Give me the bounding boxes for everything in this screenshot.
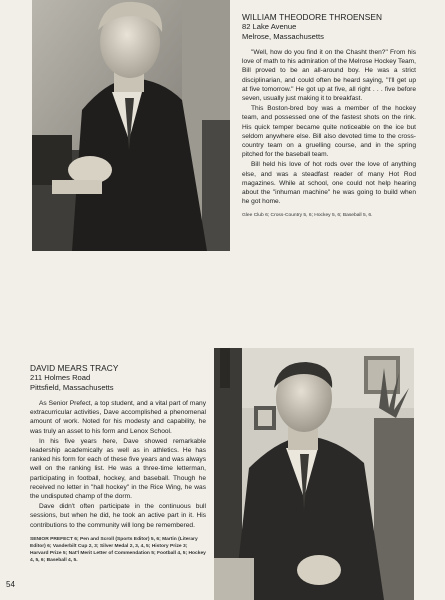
bio-paragraph: As Senior Prefect, a top student, and a vital part of many extracurricular activities, Dave accomplished a phenomenal amount of work. Noted for his modesty and capability, he was truly an asset to his form and Lenox School. <box>30 400 206 435</box>
bio-paragraph: Dave didn't often participate in the continuous bull sessions, but when he did, he took an active part in it. His contributions to the community will long be remembered. <box>30 503 206 529</box>
activities-list: Glee Club 6; Cross-Country 5, 6; Hockey 5, 6; Baseball 5, 6. <box>242 213 373 219</box>
bio-paragraph: This Boston-bred boy was a member of the hockey team, and possessed one of the fastest shots on the rink. His quick temper became quite noticeable on the ice but seldom anywhere else. Bill also devoted time to the cross-country team on a gruelling course, and in the spring pitched for the baseball team. <box>242 105 416 159</box>
portrait-photo-throensen <box>32 0 230 251</box>
student-header <box>30 363 206 393</box>
activities-list: SENIOR PREFECT 6; Pen and Scroll (Sports Editor) 5, 6; Martin (Literary Editor) 6; Vanderbilt Cup 2, 3; Silver Medal 2, 3, 4, 5; History Prize 3; Harvard Prize 5; Nat'l Merit Letter of Commendation 5; Football 4, 5; Hockey 4, 5, 6; Baseball 4, 5. <box>30 536 206 563</box>
student-name: WILLIAM THEODORE THROENSEN <box>242 12 383 22</box>
bio-paragraph: In his five years here, Dave showed remarkable leadership academically as well as in athletics. He has ranked his form for each of these five years and was always well on the ranking list. He was a three-time letterman, participating in football, hockey, and baseball. Though he received no letter in "hall hockey" in the Rice Wing, he was the undisputed champ of the dorm. <box>30 437 206 501</box>
student-name: DAVID MEARS TRACY <box>30 363 119 373</box>
student-entry-tracy <box>30 363 206 564</box>
student-entry-throensen <box>242 12 416 219</box>
portrait-photo-tracy <box>214 348 414 600</box>
bio-paragraph: "Well, how do you find it on the Chasht then?" From his love of math to his admiration of the Melrose Hockey Team, Bill proved to be an all-around boy. He was a strict disciplinarian, and could often be heard saying, "I'll get up at five tomorrow." He got up at five, all right . . . five before seven, usually just making it to breakfast. <box>242 49 416 103</box>
student-address-street: 211 Holmes Road <box>30 373 91 382</box>
page-number: 54 <box>6 580 15 589</box>
student-address-street: 82 Lake Avenue <box>242 22 297 31</box>
student-address-city: Pittsfield, Massachusetts <box>30 383 114 392</box>
bio-paragraph: Bill held his love of hot rods over the love of anything else, and was a steadfast reader of many Hot Rod magazines. While at school, one could not help hearing about the "inhuman machine" he was going to build when he got home. <box>242 161 416 206</box>
student-address-city: Melrose, Massachusetts <box>242 32 324 41</box>
student-header <box>242 12 416 42</box>
